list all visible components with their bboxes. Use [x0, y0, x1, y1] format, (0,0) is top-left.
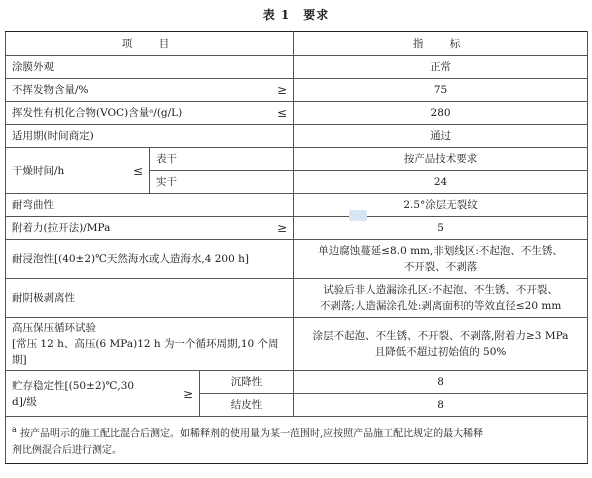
row-value: 通过 — [294, 125, 588, 148]
row-value — [294, 318, 588, 371]
table-row — [6, 279, 588, 318]
row-value — [294, 279, 588, 318]
row-subitem: 实干 — [150, 171, 294, 194]
row-item: 耐浸泡性[(40±2)℃天然海水或人造海水,4 200 h] — [6, 240, 294, 279]
table-row — [6, 217, 588, 240]
row-value: 8 — [294, 394, 588, 417]
row-subitem: 沉降性 — [200, 371, 294, 394]
table-row — [6, 371, 588, 394]
row-value: 按产品技术要求 — [294, 148, 588, 171]
header-index: 指 标 — [294, 32, 588, 56]
row-value — [294, 240, 588, 279]
row-item: 耐阴极剥离性 — [6, 279, 294, 318]
row-symbol: ≥ — [250, 79, 294, 102]
table-caption: 表 1 要求 — [262, 8, 330, 22]
row-value-line: 不剥落;人造漏涂孔处:剥离面积的等效直径≤20 mm — [319, 300, 562, 312]
row-value: 280 — [294, 102, 588, 125]
requirements-table — [5, 31, 588, 464]
row-value-line: 且降低不超过初始值的 50% — [374, 346, 507, 358]
table-row — [6, 56, 588, 79]
table-header-row — [6, 32, 588, 56]
row-item: 涂膜外观 — [6, 56, 294, 79]
footnote-row — [6, 417, 588, 464]
row-value: 24 — [294, 171, 588, 194]
row-value: 2.5°涂层无裂纹 — [294, 194, 588, 217]
row-symbol: ≤ — [250, 102, 294, 125]
row-item: 不挥发物含量/% — [6, 79, 250, 102]
table-row — [6, 148, 588, 171]
row-value: 8 — [294, 371, 588, 394]
footnote — [6, 417, 588, 464]
row-value-line: 不开裂、不剥落 — [403, 261, 478, 273]
row-value: 75 — [294, 79, 588, 102]
table-row — [6, 79, 588, 102]
footnote-text: 按产品明示的施工配比混合后测定。如稀释剂的使用量为某一范围时,应按照产品施工配比规定的最大稀释 — [19, 428, 484, 440]
table-row — [6, 125, 588, 148]
table-row — [6, 102, 588, 125]
row-value-line: 单边腐蚀蔓延≤8.0 mm,非划线区:不起泡、不生锈、 — [318, 245, 563, 257]
row-item: 附着力(拉开法)/MPa — [6, 217, 250, 240]
row-symbol: ≥ — [150, 371, 200, 417]
footnote-mark: a — [12, 425, 17, 434]
header-item: 项 目 — [6, 32, 294, 56]
row-item — [6, 318, 294, 371]
table-row — [6, 318, 588, 371]
row-value: 正常 — [294, 56, 588, 79]
row-item: 贮存稳定性[(50±2)℃,30 d]/级 — [6, 371, 150, 417]
table-row — [6, 194, 588, 217]
row-subitem: 结皮性 — [200, 394, 294, 417]
row-value: 5 — [294, 217, 588, 240]
table-row — [6, 240, 588, 279]
row-value-line: 试验后非人造漏涂孔区:不起泡、不生锈、不开裂、 — [323, 284, 558, 296]
row-item-line: [常压 12 h、高压(6 MPa)12 h 为一个循环周期,10 个周期] — [12, 338, 279, 366]
row-subitem: 表干 — [150, 148, 294, 171]
row-item: 挥发性有机化合物(VOC)含量ᵃ/(g/L) — [6, 102, 250, 125]
footnote-line — [12, 421, 581, 442]
watermark-stamp — [349, 210, 367, 221]
row-item: 耐弯曲性 — [6, 194, 294, 217]
row-value-line: 涂层不起泡、不生锈、不开裂、不剥落,附着力≥3 MPa — [312, 330, 569, 342]
row-item: 适用期(时间商定) — [6, 125, 294, 148]
footnote-line: 剂比例混合后进行测定。 — [12, 445, 122, 457]
row-item-line: 高压保压循环试验 — [12, 322, 96, 334]
row-item: 干燥时间/h — [6, 148, 126, 194]
row-symbol: ≥ — [250, 217, 294, 240]
requirements-table-wrapper — [5, 31, 587, 464]
row-symbol: ≤ — [126, 148, 150, 194]
